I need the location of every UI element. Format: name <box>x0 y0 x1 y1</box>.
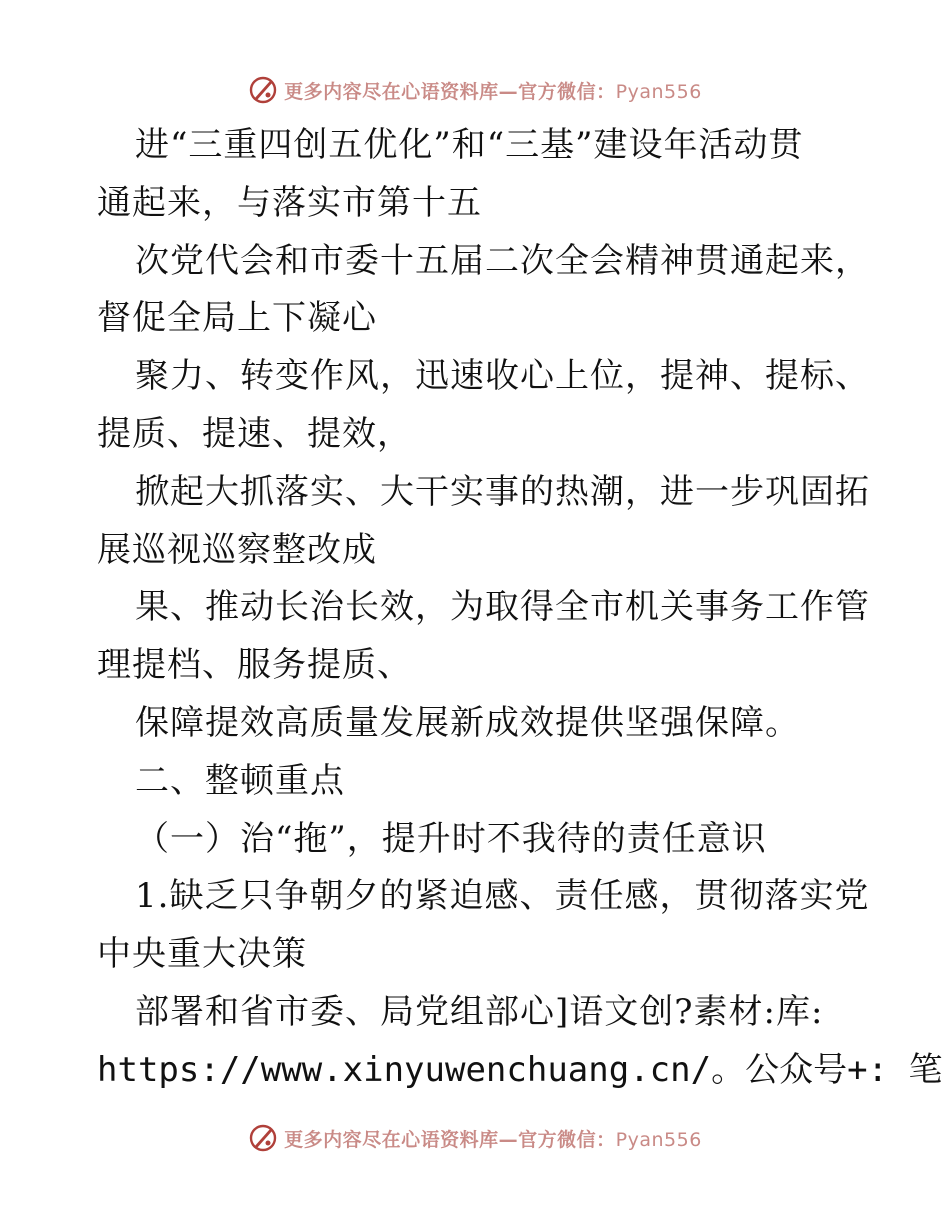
text-line: 聚力、转变作风，迅速收心上位，提神、提标、 <box>135 356 870 397</box>
text-line: 次党代会和市委十五届二次全会精神贯通起来， <box>135 240 870 281</box>
text-line: 通起来，与落实市第十五 <box>97 182 482 223</box>
text-line: 督促全局上下凝心 <box>97 298 377 339</box>
text-line: （一）治“拖”，提升时不我待的责任意识 <box>135 818 767 859</box>
text-line: 展巡视巡察整改成 <box>97 529 377 570</box>
quill-logo-icon <box>248 1123 278 1153</box>
text-line: 掀起大抓落实、大干实事的热潮，进一步巩固拓 <box>135 471 870 512</box>
text-line: 部署和省市委、局党组部心]语文创?素材:库: <box>135 991 824 1032</box>
document-body <box>97 117 943 1100</box>
header-watermark <box>0 70 950 110</box>
text-line: 提质、提速、提效， <box>97 413 412 454</box>
text-line: https://www.xinyuwenchuang.cn/。公众号+: 笔 <box>97 1049 943 1090</box>
text-line: 进“三重四创五优化”和“三基”建设年活动贯 <box>135 125 804 165</box>
text-line: 保障提效高质量发展新成效提供坚强保障。 <box>135 702 800 743</box>
text-line: 果、推动长治长效，为取得全市机关事务工作管 <box>135 587 870 628</box>
text-line: 1.缺乏只争朝夕的紧迫感、责任感，贯彻落实党 <box>135 876 870 917</box>
watermark-text: 更多内容尽在心语资料库—官方微信：Pyan556 <box>284 1128 702 1151</box>
text-line: 中央重大决策 <box>97 934 307 975</box>
text-line: 理提档、服务提质、 <box>97 645 412 686</box>
watermark-text: 更多内容尽在心语资料库—官方微信：Pyan556 <box>284 80 702 103</box>
quill-logo-icon <box>248 75 278 105</box>
footer-watermark <box>0 1118 950 1158</box>
text-line: 二、整顿重点 <box>135 760 345 801</box>
